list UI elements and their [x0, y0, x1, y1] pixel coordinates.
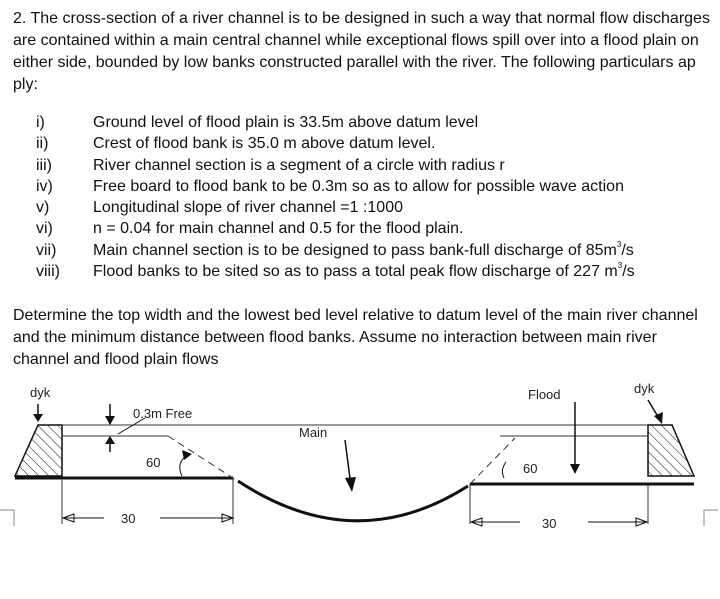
- label-main: Main: [299, 425, 328, 440]
- list-item: [36, 112, 716, 133]
- label-dyke-left: dyk: [30, 385, 51, 400]
- particulars-list: [36, 112, 716, 282]
- item-number: v): [36, 199, 50, 217]
- determine-text: Determine the top width and the lowest bed level relative to datum level of the main river channel and the minimum distance between flood banks. Assume no interaction between main river channel and flood plain flows: [13, 307, 698, 368]
- superscript: 3: [617, 261, 623, 271]
- item-text: [93, 240, 634, 261]
- list-item: [36, 240, 716, 261]
- list-item: [36, 261, 716, 282]
- label-width-right: 30: [542, 516, 557, 531]
- left-dyke-shape: [15, 425, 62, 476]
- arrow-icon: [570, 402, 580, 474]
- item-text: n = 0.04 for main channel and 0.5 for the flood plain.: [93, 220, 464, 238]
- dashed-line-right: [470, 438, 515, 484]
- list-item: [36, 176, 716, 197]
- dimension-left: [63, 514, 233, 522]
- item-number: vii): [36, 241, 57, 259]
- item-text: Crest of flood bank is 35.0 m above datum level.: [93, 135, 436, 153]
- label-freeboard: 0.3m Free: [133, 406, 193, 421]
- list-item: [36, 197, 716, 218]
- item-number: iii): [36, 156, 52, 174]
- item-number: i): [36, 114, 45, 131]
- dimension-right: [471, 518, 647, 526]
- item-text: River channel section is a segment of a circle with radius r: [93, 156, 505, 174]
- label-dyke-right: dyk: [634, 381, 655, 396]
- item-text-unit: /s: [621, 241, 634, 259]
- determine-paragraph: [13, 305, 713, 371]
- item-number: ii): [36, 135, 49, 153]
- superscript: 3: [616, 239, 622, 249]
- problem-intro-text: 2. The cross-section of a river channel is to be designed in such a way that normal flow discharges are contained within a main central channel while exceptional flows spill over into a flood plain on either side, bounded by low banks constructed parallel with the river. The following particulars ap ply:: [13, 10, 710, 93]
- item-text-unit: /s: [622, 263, 635, 281]
- list-item: [36, 218, 716, 239]
- label-flood: Flood: [528, 387, 561, 402]
- label-width-left: 30: [121, 511, 136, 526]
- arrow-icon: [33, 404, 43, 422]
- arrow-icon: [345, 440, 356, 492]
- item-number: vi): [36, 220, 53, 238]
- list-item: [36, 155, 716, 176]
- item-number: iv): [36, 177, 53, 195]
- item-text: Longitudinal slope of river channel =1 :1000: [93, 199, 403, 217]
- item-text-main: Main channel section is to be designed to pass bank-full discharge of 85m: [93, 241, 617, 259]
- label-angle-left: 60: [146, 455, 161, 470]
- item-text-main: Flood banks to be sited so as to pass a total peak flow discharge of 227 m: [93, 263, 618, 281]
- cross-section-diagram: [0, 378, 720, 538]
- item-text: [93, 261, 635, 282]
- dashed-line-left: [168, 436, 236, 480]
- right-dyke-shape: [648, 425, 694, 476]
- corner-mark: [704, 510, 718, 526]
- angle-arc-right: [502, 462, 506, 478]
- label-angle-right: 60: [523, 461, 538, 476]
- list-item: [36, 133, 716, 154]
- item-text: Free board to flood bank to be 0.3m so as to allow for possible wave action: [93, 177, 624, 195]
- corner-mark: [0, 510, 14, 526]
- arrow-icon: [648, 400, 663, 424]
- item-number: viii): [36, 263, 60, 281]
- problem-intro: [13, 8, 713, 96]
- item-text: Ground level of flood plain is 33.5m above datum level: [93, 114, 479, 131]
